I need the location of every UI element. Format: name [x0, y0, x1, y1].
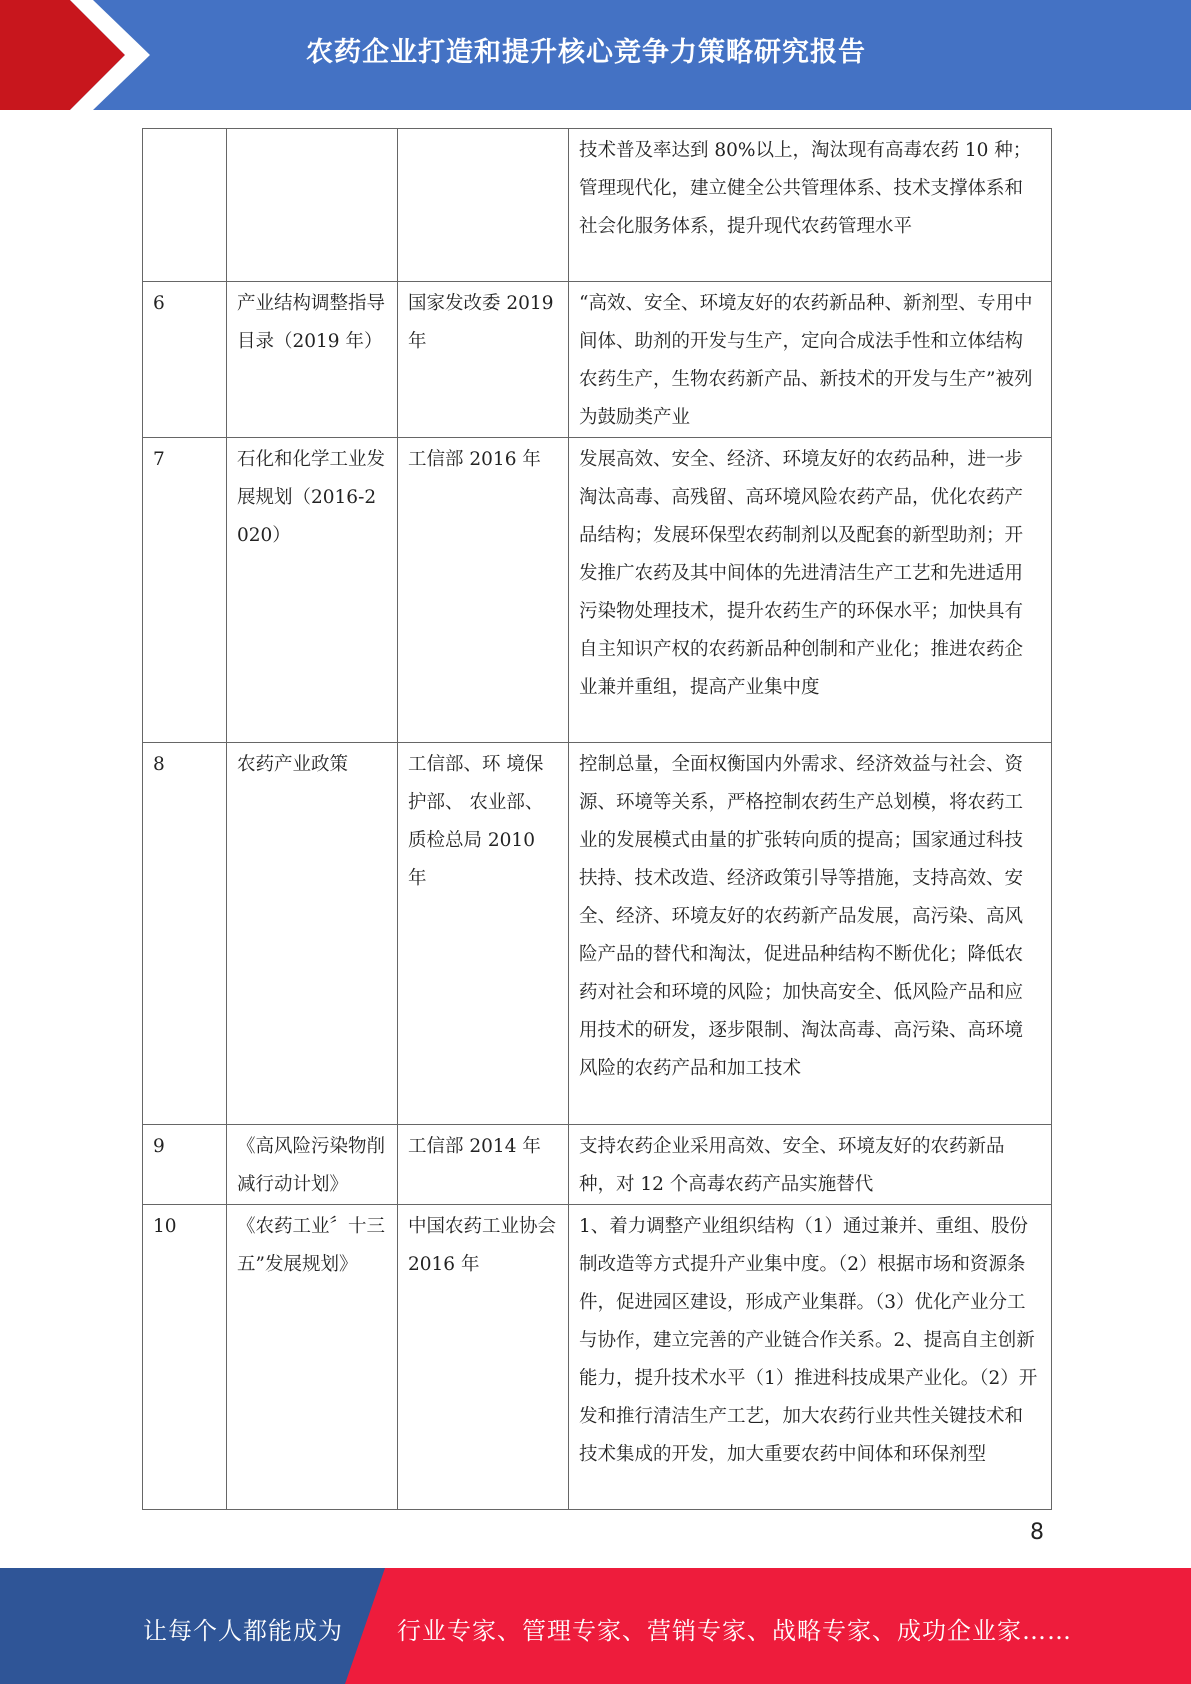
- row-number: 6: [143, 282, 227, 438]
- table-row: [143, 282, 1052, 438]
- table-row: [143, 1205, 1052, 1510]
- row-number: [143, 129, 227, 282]
- policy-issuer: [398, 129, 569, 282]
- policy-issuer: 工信部、环 境保护部、 农业部、质检总局 2010 年: [398, 743, 569, 1125]
- footer-slogan-right: 行业专家、管理专家、营销专家、战略专家、成功企业家……: [397, 1617, 1072, 1645]
- row-number: 10: [143, 1205, 227, 1510]
- policy-issuer: 中国农药工业协会 2016 年: [398, 1205, 569, 1510]
- policy-table: [142, 128, 1052, 1510]
- policy-content: 控制总量，全面权衡国内外需求、经济效益与社会、资源、环境等关系，严格控制农药生产总划模，将农药工业的发展模式由量的扩张转向质的提高；国家通过科技扶持、技术改造、经济政策引导等措施，支持高效、安全、经济、环境友好的农药新产品发展，高污染、高风险产品的替代和淘汰，促进品种结构不断优化；降低农药对社会和环境的风险；加快高安全、低风险产品和应用技术的研发，逐步限制、淘汰高毒、高污染、高环境风险的农药产品和加工技术: [569, 743, 1052, 1125]
- page-footer: [0, 1568, 1191, 1684]
- policy-name: 《高风险污染物削减行动计划》: [227, 1125, 398, 1205]
- red-arrow-logo: [0, 0, 160, 110]
- footer-slogan-left: 让每个人都能成为: [143, 1617, 343, 1645]
- policy-content: 发展高效、安全、经济、环境友好的农药品种，进一步淘汰高毒、高残留、高环境风险农药产品，优化农药产品结构；发展环保型农药制剂以及配套的新型助剂；开发推广农药及其中间体的先进清洁生产工艺和先进适用污染物处理技术，提升农药生产的环保水平；加快具有自主知识产权的农药新品种创制和产业化；推进农药企业兼并重组，提高产业集中度: [569, 438, 1052, 743]
- page-number: 8: [1030, 1520, 1044, 1545]
- policy-issuer: 国家发改委 2019 年: [398, 282, 569, 438]
- policy-name: [227, 129, 398, 282]
- policy-content: 1、着力调整产业组织结构（1）通过兼并、重组、股份制改造等方式提升产业集中度。（2）根据市场和资源条件，促进园区建设，形成产业集群。（3）优化产业分工与协作，建立完善的产业链合作关系。2、提高自主创新能力，提升技术水平（1）推进科技成果产业化。（2）开发和推行清洁生产工艺，加大农药行业共性关键技术和技术集成的开发，加大重要农药中间体和环保剂型: [569, 1205, 1052, 1510]
- policy-issuer: 工信部 2016 年: [398, 438, 569, 743]
- table-row: [143, 129, 1052, 282]
- page-header: [0, 0, 1191, 110]
- row-number: 8: [143, 743, 227, 1125]
- policy-content: 支持农药企业采用高效、安全、环境友好的农药新品种，对 12 个高毒农药产品实施替代: [569, 1125, 1052, 1205]
- table-row: [143, 743, 1052, 1125]
- table-row: [143, 1125, 1052, 1205]
- policy-name: 农药产业政策: [227, 743, 398, 1125]
- table-row: [143, 438, 1052, 743]
- policy-name: 产业结构调整指导目录（2019 年）: [227, 282, 398, 438]
- policy-issuer: 工信部 2014 年: [398, 1125, 569, 1205]
- report-title: 农药企业打造和提升核心竞争力策略研究报告: [306, 37, 866, 68]
- policy-name: 石化和化学工业发展规划（2016-2020）: [227, 438, 398, 743]
- policy-name: 《农药工业〞十三五”发展规划》: [227, 1205, 398, 1510]
- row-number: 7: [143, 438, 227, 743]
- policy-content: “高效、安全、环境友好的农药新品种、新剂型、专用中间体、助剂的开发与生产，定向合成法手性和立体结构农药生产，生物农药新产品、新技术的开发与生产”被列为鼓励类产业: [569, 282, 1052, 438]
- row-number: 9: [143, 1125, 227, 1205]
- policy-content: 技术普及率达到 80%以上，淘汰现有高毒农药 10 种；管理现代化，建立健全公共管理体系、技术支撑体系和社会化服务体系，提升现代农药管理水平: [569, 129, 1052, 282]
